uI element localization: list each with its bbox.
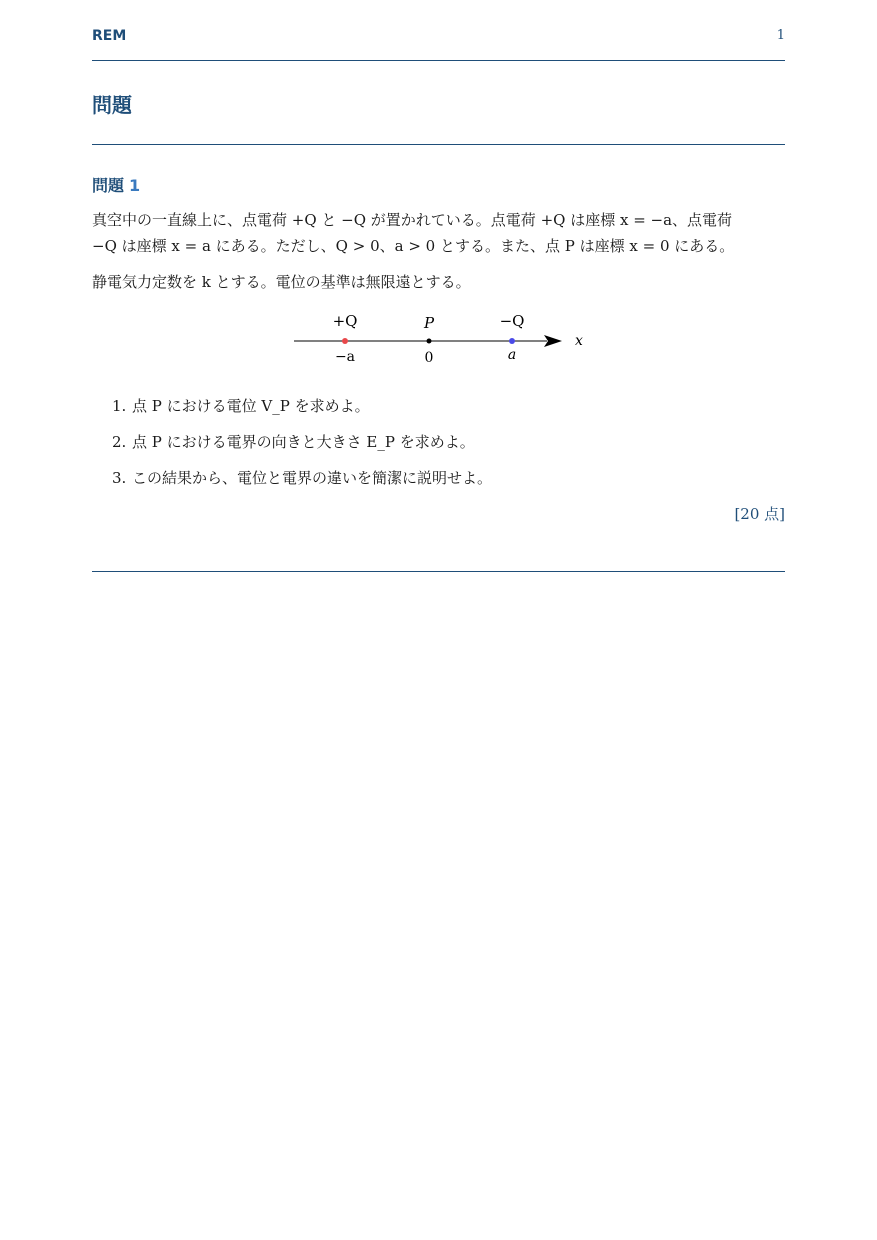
label-positive-charge: +Q xyxy=(332,312,358,330)
coord-zero: 0 xyxy=(424,350,434,366)
axis-label: x xyxy=(575,333,583,349)
label-point-p: P xyxy=(423,314,435,332)
question-item: 1. 点 P における電位 V_P を求めよ。 xyxy=(112,397,370,415)
footer-rule xyxy=(92,571,785,572)
question-list xyxy=(92,393,785,501)
section-rule xyxy=(92,144,785,145)
page-number: 1 xyxy=(776,28,785,43)
running-header xyxy=(92,26,785,46)
section-title: 問題 xyxy=(92,93,132,117)
header-rule xyxy=(92,60,785,61)
problem-number: 1 xyxy=(129,176,141,195)
constant-statement: 静電気力定数を k とする。電位の基準は無限遠とする。 xyxy=(92,273,471,291)
statement-line-2: −Q は座標 x = a にある。ただし、Q > 0、a > 0 とする。また、点 P は座標 x = 0 にある。 xyxy=(92,237,735,255)
label-negative-charge: −Q xyxy=(499,312,525,330)
header-title: REM xyxy=(92,28,127,44)
coord-minus-a: −a xyxy=(334,349,356,365)
positive-charge-dot xyxy=(342,338,348,344)
points-label: [20 点] xyxy=(734,505,785,523)
coord-a: a xyxy=(507,347,517,363)
charge-diagram xyxy=(282,305,592,375)
point-p-dot xyxy=(427,339,432,344)
problem-statement xyxy=(92,207,785,259)
problem-label: 問題 xyxy=(92,176,125,195)
statement-line-1: 真空中の一直線上に、点電荷 +Q と −Q が置かれている。点電荷 +Q は座標 x = −a、点電荷 xyxy=(92,211,733,229)
problem-heading xyxy=(92,173,140,196)
question-item: 3. この結果から、電位と電界の違いを簡潔に説明せよ。 xyxy=(112,469,493,487)
question-item: 2. 点 P における電界の向きと大きさ E_P を求めよ。 xyxy=(112,433,475,451)
negative-charge-dot xyxy=(509,338,515,344)
